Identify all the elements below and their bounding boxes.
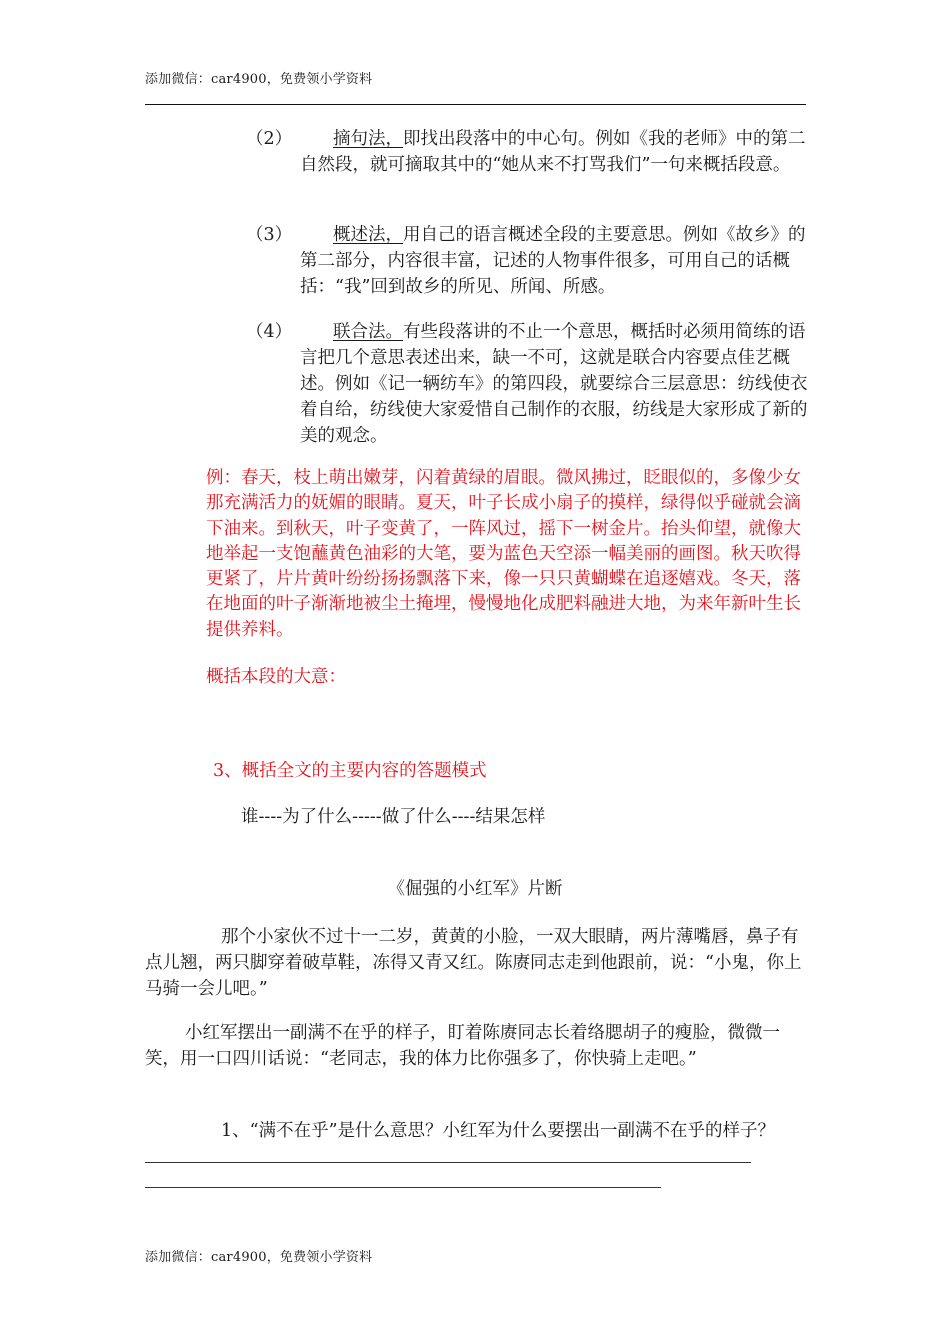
section-heading: 3、概括全文的主要内容的答题模式 bbox=[213, 761, 487, 781]
passage-title: 《倔强的小红军》片断 bbox=[387, 879, 563, 899]
method-item bbox=[246, 319, 816, 449]
method-number: （3） bbox=[246, 225, 293, 245]
method-description: 即找出段落中的中心句。例如《我的老师》中的第二自然段，就可摘取其中的“她从来不打骂我们”一句来概括段意。 bbox=[300, 129, 806, 175]
method-name: 概述法， bbox=[333, 225, 403, 245]
method-description: 有些段落讲的不止一个意思，概括时必须用简练的语言把几个意思表述出来，缺一不可，这就是联合内容要点佳艺概述。例如《记一辆纺车》的第四段，就要综合三层意思：纺线使衣着自给，纺线使大家爱惜自己制作的衣服，纺线是大家形成了新的美的观念。 bbox=[300, 322, 808, 446]
method-number: （2） bbox=[246, 129, 293, 149]
method-name: 摘句法， bbox=[333, 129, 403, 149]
summary-prompt: 概括本段的大意： bbox=[206, 667, 346, 687]
page-footer: 添加微信：car4900，免费领小学资料 bbox=[145, 1250, 373, 1265]
answer-line[interactable] bbox=[145, 1187, 661, 1188]
page-header: 添加微信：car4900，免费领小学资料 bbox=[145, 72, 373, 87]
answer-line[interactable] bbox=[145, 1144, 751, 1163]
method-description: 用自己的语言概述全段的主要意思。例如《故乡》的第二部分，内容很丰富，记述的人物事件很多，可用自己的话概括：“我”回到故乡的所见、所闻、所感。 bbox=[300, 225, 806, 297]
method-item bbox=[246, 222, 816, 300]
method-item bbox=[246, 126, 816, 178]
question-label: 1、“满不在乎”是什么意思？小红军为什么要摆出一副满不在乎的样子？ bbox=[221, 1121, 776, 1141]
passage-paragraph: 小红军摆出一副满不在乎的样子，盯着陈赓同志长着络腮胡子的瘦脸，微微一笑，用一口四川话说：“老同志，我的体力比你强多了，你快骑上走吧。” bbox=[145, 1023, 780, 1069]
method-name: 联合法。 bbox=[333, 322, 403, 342]
question-text bbox=[145, 1118, 810, 1171]
example-paragraph: 例：春天，枝上萌出嫩芽，闪着黄绿的眉眼。微风拂过，眨眼似的，多像少女那充满活力的妩媚的眼睛。夏天，叶子长成小扇子的摸样，绿得似乎碰就会滴下油来。到秋天，叶子变黄了，一阵风过，摇下一树金片。抬头仰望，就像大地举起一支饱蘸黄色油彩的大笔，要为蓝色天空添一幅美丽的画图。秋天吹得更紧了，片片黄叶纷纷扬扬飘落下来，像一只只黄蝴蝶在追逐嬉戏。冬天，落在地面的叶子渐渐地被尘土掩埋，慢慢地化成肥料融进大地，为来年新叶生长提供养料。 bbox=[206, 468, 801, 640]
answer-formula: 谁----为了什么-----做了什么----结果怎样 bbox=[241, 807, 546, 827]
passage-paragraph: 那个小家伙不过十一二岁，黄黄的小脸，一双大眼睛，两片薄嘴唇，鼻子有点儿翘，两只脚穿着破草鞋，冻得又青又红。陈赓同志走到他跟前，说：“小鬼，你上马骑一会儿吧。” bbox=[145, 927, 802, 999]
method-number: （4） bbox=[246, 322, 293, 342]
header-divider bbox=[145, 104, 806, 105]
